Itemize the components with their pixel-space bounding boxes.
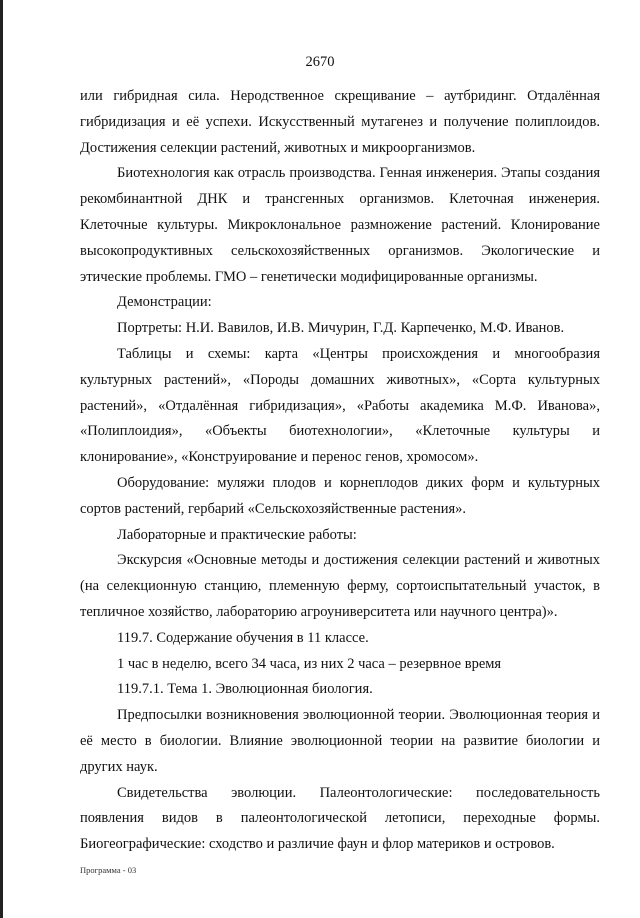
document-body bbox=[80, 84, 600, 858]
paragraph-prerequisites: Предпосылки возникновения эволюционной теории. Эволюционная теория и её место в биологии. Влияние эволюционной теории на развитие биологии и других наук. bbox=[80, 707, 600, 775]
paragraph-biotech: Биотехнология как отрасль производства. Генная инженерия. Этапы создания рекомбинантной ДНК и трансгенных организмов. Клеточная инженерия. Клеточные культуры. Микроклональное размножение растений. Клонирование высокопродуктивных сельскохозяйственных организмов. Экологические и этические проблемы. ГМО – генетически модифицированные организмы. bbox=[80, 165, 600, 285]
paragraph-demonstrations-heading: Демонстрации: bbox=[117, 294, 212, 311]
topic-heading-evolution: 119.7.1. Тема 1. Эволюционная биология. bbox=[117, 681, 373, 698]
page-number: 2670 bbox=[305, 54, 335, 70]
paragraph-lab-works-heading: Лабораторные и практические работы: bbox=[117, 526, 357, 543]
paragraph-hybrid: или гибридная сила. Неродственное скрещивание – аутбридинг. Отдалённая гибридизация и её успехи. Искусственный мутагенез и получение полиплоидов. Достижения селекции растений, животных и микроорганизмов. bbox=[80, 88, 600, 156]
scan-edge bbox=[0, 0, 3, 918]
paragraph-excursion: Экскурсия «Основные методы и достижения селекции растений и животных (на селекционную станцию, племенную ферму, сортоиспытательный участок, в тепличное хозяйство, лабораторию агроуниверситета или научного центра)». bbox=[80, 552, 600, 620]
paragraph-evidence: Свидетельства эволюции. Палеонтологические: последовательность появления видов в палеонтологической летописи, переходные формы. Биогеографические: сходство и различие фаун и флор материков и островов. bbox=[80, 784, 600, 853]
paragraph-portraits: Портреты: Н.И. Вавилов, И.В. Мичурин, Г.Д. Карпеченко, М.Ф. Иванов. bbox=[117, 320, 565, 337]
paragraph-tables-schemes: Таблицы и схемы: карта «Центры происхождения и многообразия культурных растений», «Породы домашних животных», «Сорта культурных растений», «Отдалённая гибридизация», «Работы академика М.Ф. Иванова», «Полиплоидия», «Объекты биотехнологии», «Клеточные культуры и клонирование», «Конструирование и перенос генов, хромосом». bbox=[80, 345, 600, 466]
paragraph-equipment: Оборудование: муляжи плодов и корнеплодов диких форм и культурных сортов растений, гербарий «Сельскохозяйственные растения». bbox=[80, 474, 600, 517]
section-heading-grade-11: 119.7. Содержание обучения в 11 классе. bbox=[117, 629, 369, 646]
footer-label: Программа - 03 bbox=[80, 865, 137, 875]
paragraph-hours: 1 час в неделю, всего 34 часа, из них 2 часа – резервное время bbox=[117, 655, 502, 672]
